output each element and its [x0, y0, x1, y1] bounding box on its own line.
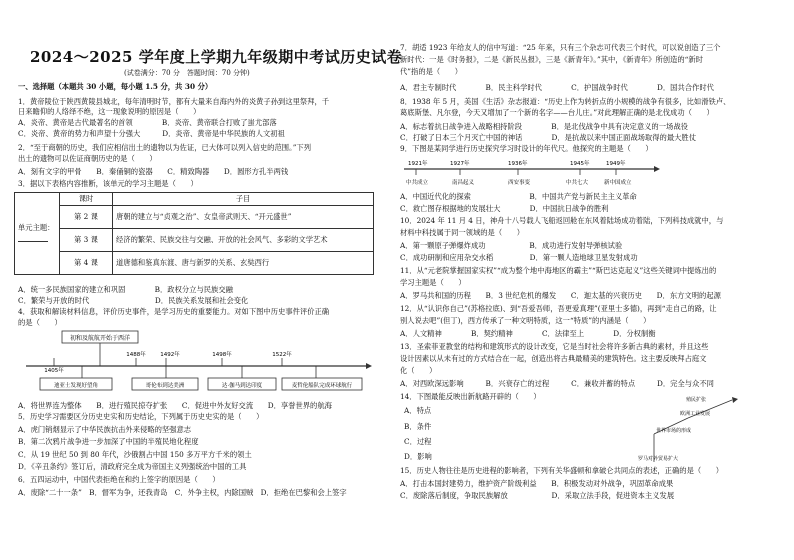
- q5-option-d: D．《辛丑条约》签订后，清政府完全成为帝国主义列强统治中国的工具: [18, 462, 247, 471]
- q7-line1: 7．胡适 1923 年给友人的信中写道：“25 年来，只有三个杂志可代表三个时代，可以说创造了三个: [400, 43, 721, 52]
- table-header-lesson: 课时: [60, 193, 113, 206]
- timeline-year: 1522年: [272, 352, 292, 358]
- q11-options: A．罗马共和国的历程 B．3 世纪危机的爆发 C．迦太基的兴衰历史 D．东方文明的起源: [400, 291, 721, 300]
- q10-options-ab: A．第一颗原子弹爆炸成功 B．成功进行发射导弹核试验: [400, 241, 623, 250]
- q8-line2: 葛底斯堡、凡尔登，今天又增加了一个新的名字——台儿庄。”对此理解正确的是北伐成功（ ）: [400, 108, 714, 117]
- timeline-year: 1488年: [126, 352, 146, 358]
- q5-option-c: C．从 19 世纪 50 到 80 年代，沙俄割占中国 150 多万平方千米的领土: [18, 450, 252, 459]
- q14-option-a: A．特点: [404, 406, 432, 415]
- q2-options: A．刻有文字的甲骨 B．秦俑铜的瓷器 C．精致陶器 D．圆形方孔半两钱: [18, 167, 289, 176]
- table-content: 唐朝的建立与“贞观之治”、女皇帝武则天、“开元盛世”: [113, 206, 374, 229]
- diagram-label: 殖民扩张: [686, 397, 707, 403]
- timeline-year: 1492年: [160, 352, 180, 358]
- unit-theme-label: 单元主题：: [18, 223, 55, 232]
- q4-timeline-diagram: [26, 328, 376, 398]
- right-column: [400, 0, 786, 560]
- timeline-top-box: 初和及航航开始于西洋: [69, 335, 131, 342]
- q1-options-cd: C．炎帝、黄帝的势力和声望十分强大 D．炎帝、黄帝是中华民族的人文初祖: [18, 129, 285, 138]
- q9-options-ab: A．中国近代化的探索 B．中国共产党与新民主主义革命: [400, 192, 637, 201]
- q5-line1: 5．历史学习需要区分历史史实和历史结论，下列属于历史史实的是（ ）: [18, 412, 264, 421]
- timeline-year: 1405年: [44, 368, 64, 374]
- q12-line1: 12．从“认识你自己”(苏格拉底)、到“吾爱吾师，吾更爱真理”(亚里士多德)，再到“走自己的路，让: [400, 304, 717, 313]
- q15-line1: 15．历史人物往往是历史进程的影响者，下列有关华盛顿和拿破仑共同点的表述，正确的是（ ）: [400, 466, 724, 475]
- q10-line2: 材料中科技属于同一领域的是（ ）: [400, 228, 525, 237]
- timeline-label: 新中国成立: [604, 180, 632, 186]
- q12-line2: 别人说去吧”(但丁)，西方传承了一种文明特质，这一“特质”的内涵是（ ）: [400, 316, 651, 325]
- table-lesson: 第 3 课: [60, 229, 113, 252]
- q14-line1: 14．下图最能反映出新航路开辟的（ ）: [400, 392, 541, 401]
- timeline-label: 西安事变: [508, 180, 531, 186]
- q5-option-a: A．虎门销烟显示了中华民族抗击外来侵略的坚强意志: [18, 425, 192, 434]
- diagram-label: 罗马对外贸易扩大: [638, 456, 679, 462]
- q4-line2: 的是（ ）: [18, 318, 62, 327]
- table-content: 经济的繁荣、民族交往与交融、开放的社会风气、多彩的文学艺术: [113, 229, 374, 252]
- section-heading: 一、选择题（本题共 30 小题，每小题 1.5 分，共 30 分）: [18, 82, 213, 91]
- q9-options-cd: C．救亡图存根据地的发展壮大 D．中国抗日战争的胜利: [400, 204, 609, 213]
- q14-diagram: [634, 392, 754, 466]
- q12-options: A．人文精神 B．契约精神 C．法律至上 D．分权制衡: [400, 329, 656, 338]
- q14-option-c: C．过程: [404, 437, 432, 446]
- unit-theme-cell: [15, 193, 60, 275]
- q3-line1: 3．据以下表格内容推断，该单元的学习主题是（ ）: [18, 179, 198, 188]
- q9-line1: 9．下图是某同学进行历史探究学习时设计的年代尺。他探究的主题是（ ）: [400, 144, 653, 153]
- q8-options-cd: C．打破了日本三个月灭亡中国的神话 D．是抗战以来中国正面战场取得的最大胜仗: [400, 133, 697, 142]
- q5-option-b: B．第二次鸦片战争进一步加深了中国的半殖民地化程度: [18, 437, 199, 446]
- q2-line1: 2．“至于商朝的历史，我们应相信出土的遗物以为佐证，已大体可以列入信史的范围。”下列: [18, 143, 312, 152]
- q15-options-cd: C．废除落后制度，争取民族解放 D．采取立法手段，促进资本主义发展: [400, 491, 675, 500]
- timeline-year: 1498年: [212, 352, 232, 358]
- timeline-year: 1945年: [570, 161, 590, 167]
- unit-theme-blank: [18, 233, 48, 242]
- timeline-event-box: 哥伦布到达美洲: [145, 383, 185, 389]
- q14-option-d: D．影响: [404, 452, 432, 461]
- timeline-event-box: 迪亚士发现好望角: [53, 383, 99, 389]
- q7-options: A．君主专制时代 B．民主科学时代 C．护国战争时代 D．国共合作时代: [400, 83, 714, 92]
- q7-line3: 代”指的是（ ）: [400, 67, 463, 76]
- q13-line2: 设计因素以从未有过的方式结合在一起，创造出将古典最精美的建筑特色。这主要反映拜占庭文: [400, 354, 707, 363]
- q4-options: A．将世界连为整体 B．进行殖民掠夺扩张 C．促进中外友好交流 D．享誉世界的航海: [18, 401, 332, 410]
- q13-line1: 13．圣索菲亚教堂的结构和建筑形式的设计改变，它是当时社会将许多新古典的素材，并且这些: [400, 342, 709, 351]
- q1-line1: 1．黄帝陵位于陕西黄陵县城北，每年清明时节，都有大量来自海内外的炎黄子孙到这里祭拜，千: [18, 97, 330, 106]
- timeline-label: 南昌起义: [452, 180, 475, 186]
- q13-line3: 化（ ）: [400, 366, 437, 375]
- q1-options-ab: A．炎帝、黄帝是古代最著名的首领 B．炎帝、黄帝联合打败了蚩尤部落: [18, 118, 277, 127]
- table-lesson: 第 4 课: [60, 252, 113, 275]
- timeline-year: 1949年: [606, 161, 626, 167]
- left-column: [6, 0, 392, 560]
- q8-line1: 8．1938 年 5 月，美国《生活》杂志报道：“历史上作为转折点的小规模的战争有很多，比如滑铁卢、: [400, 97, 731, 106]
- q3-options-ab: A．统一多民族国家的建立和巩固 B．政权分立与民族交融: [18, 285, 233, 294]
- q6-options: A．废除“二十一条” B．督军为争，还我青岛 C．外争主权，内除国贼 D．拒绝在巴黎和会上签字: [18, 488, 347, 497]
- q11-line1: 11．从“元老院掌握国家实权”“成为整个地中海地区的霸主”“斯巴达克起义”这些关键词中提炼出的: [400, 266, 717, 275]
- q10-line1: 10．2024 年 11 月 4 日，神舟十八号载人飞船返回舱在东风着陆场成功着陆，下列科技成就中，与: [400, 216, 724, 225]
- diagram-label: 世界市场的形成: [656, 428, 692, 434]
- q15-options-ab: A．打击本国封建势力，维护资产阶级利益 B．积极发动对外战争，巩固革命成果: [400, 479, 674, 488]
- q3-options-cd: C．繁荣与开放的时代 D．民族关系发展和社会变化: [18, 296, 249, 305]
- timeline-event-box: 达·伽马到达印度: [221, 383, 263, 389]
- q9-timeline: [404, 155, 664, 189]
- q3-table: [14, 192, 374, 275]
- page-title: 2024～2025 学年度上学期九年级期中考试历史试卷: [30, 48, 403, 66]
- q2-line2: 出土的遗物可以佐证商朝历史的是（ ）: [18, 154, 157, 163]
- q14-option-b: B．条件: [404, 422, 432, 431]
- timeline-year: 1921年: [408, 161, 428, 167]
- timeline-year: 1927年: [450, 161, 470, 167]
- q6-line1: 6．五四运动中，中国代表拒绝在和约上签字的原因是（ ）: [18, 475, 220, 484]
- q8-options-ab: A．标志着抗日战争进入战略相持阶段 B．是北伐战争中具有决定意义的一场战役: [400, 122, 688, 131]
- diagram-label: 欧洲工业发展: [680, 411, 711, 417]
- q7-line2: 新时代：一是《时务报》，二是《新民丛报》，三是《新青年》。”其中，《新青年》所创造的“新时: [400, 55, 703, 64]
- q13-options: A．对西欧深远影响 B．兴衰存亡的过程 C．兼收并蓄的特点 D．完全与众不同: [400, 379, 714, 388]
- timeline-year: 1936年: [508, 161, 528, 167]
- table-content: 道唐德和鉴真东渡、唐与新罗的关系、玄奘西行: [113, 252, 374, 275]
- table-lesson: 第 2 课: [60, 206, 113, 229]
- timeline-label: 中共成立: [406, 180, 429, 186]
- table-header-content: 子目: [113, 193, 374, 206]
- exam-info: (试卷满分：70 分 答题时间：70 分钟): [124, 69, 250, 77]
- q10-options-cd: C．成功研制和应用杂交水稻 D．第一颗人造地球卫星发射成功: [400, 253, 638, 262]
- timeline-label: 中共七大: [566, 180, 589, 186]
- q4-line1: 4．获取和解读材料信息，评价历史事件，是学习历史的重要能力。对如下图中历史事件评价正确: [18, 307, 330, 316]
- q11-line2: 学习主题是（ ）: [400, 278, 466, 287]
- q1-line2: 日来瞻仰的人络绎不绝，这一现象说明的原因是（ ）: [18, 107, 201, 116]
- timeline-event-box: 麦哲伦船队完成环球航行: [291, 383, 353, 389]
